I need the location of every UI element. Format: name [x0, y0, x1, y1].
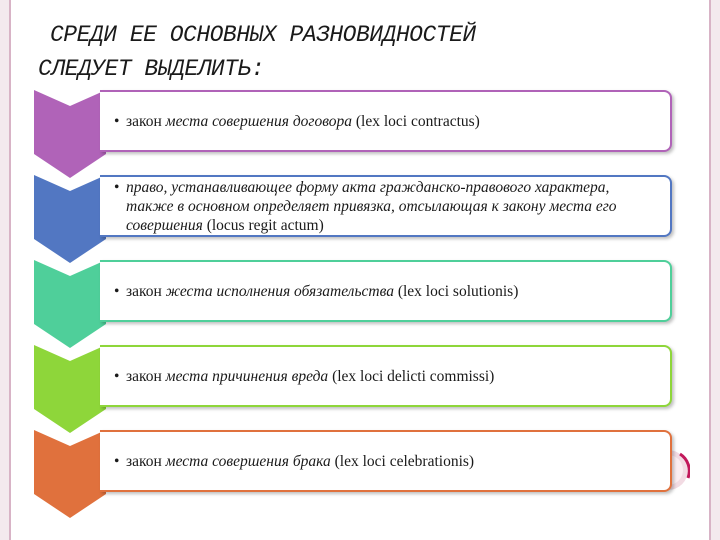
title-line-2: СЛЕДУЕТ ВЫДЕЛИТЬ:: [38, 56, 265, 82]
item-description: места совершения брака: [161, 452, 335, 470]
item-lead: закон: [126, 282, 162, 300]
item-row: [114, 282, 518, 301]
bullet-icon: •: [114, 178, 120, 196]
item-box: [100, 430, 672, 492]
chevron-shape: [34, 175, 106, 263]
item-row: [114, 452, 474, 471]
item-latin-term: (lex loci celebrationis): [334, 452, 475, 470]
item-description: места причинения вреда: [161, 367, 333, 385]
chevron-shape: [34, 345, 106, 433]
item-description: места совершения договора: [161, 112, 356, 130]
item-row: [114, 367, 494, 386]
item-row: [114, 112, 480, 131]
item-description: право, устанавливающее форму акта гражданско-правового характера, также в основном определяет привязка, отсылающая к закону места его совершения: [126, 178, 617, 234]
item-text: [126, 282, 518, 301]
item-latin-term: (lex loci delicti commissi): [332, 367, 495, 385]
item-box: [100, 175, 672, 237]
item-lead: закон: [126, 452, 162, 470]
item-text: [126, 178, 656, 235]
item-text: [126, 367, 494, 386]
item-box: [100, 90, 672, 152]
frame-right-border: [710, 0, 720, 540]
chevron-shape: [34, 430, 106, 518]
title-line-1: СРЕДИ ЕЕ ОСНОВНЫХ РАЗНОВИДНОСТЕЙ: [50, 22, 476, 48]
bullet-icon: •: [114, 367, 120, 385]
frame-left-line: [9, 0, 11, 540]
item-text: [126, 452, 474, 471]
item-text: [126, 112, 480, 131]
item-row: [114, 178, 656, 235]
frame-right-line: [709, 0, 711, 540]
bullet-icon: •: [114, 282, 120, 300]
slide-title: [38, 18, 698, 86]
item-latin-term: (lex loci contractus): [355, 112, 480, 130]
bullet-icon: •: [114, 112, 120, 130]
item-latin-term: (lex loci solutionis): [397, 282, 519, 300]
item-lead: закон: [126, 367, 162, 385]
item-description: жеста исполнения обязательства: [161, 282, 398, 300]
item-box: [100, 345, 672, 407]
chevron-shape: [34, 90, 106, 178]
chevron-shape: [34, 260, 106, 348]
bullet-icon: •: [114, 452, 120, 470]
item-box: [100, 260, 672, 322]
item-latin-term: (locus regit actum): [206, 216, 324, 234]
item-lead: закон: [126, 112, 162, 130]
